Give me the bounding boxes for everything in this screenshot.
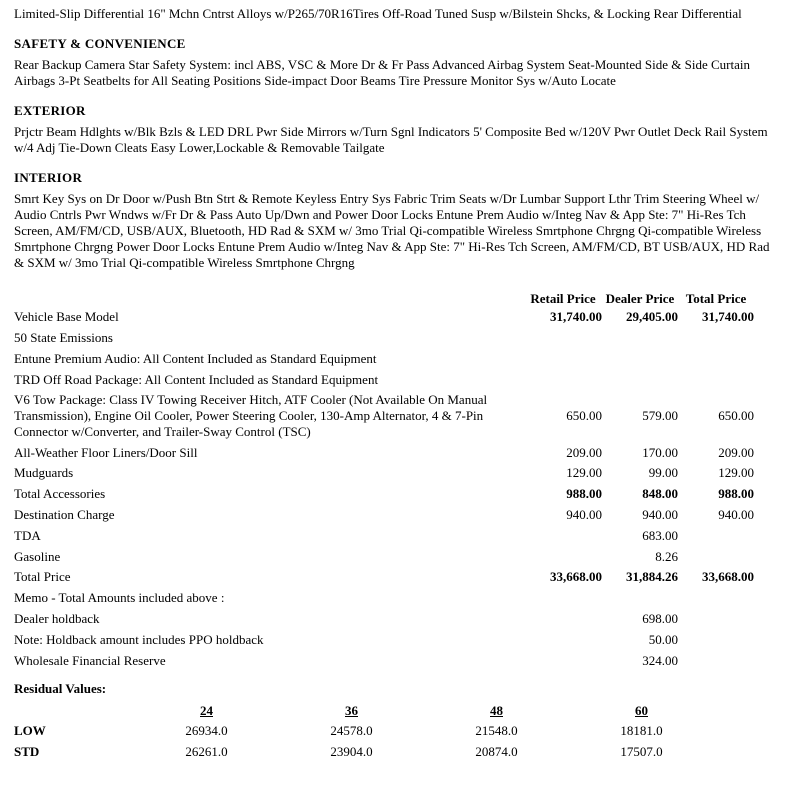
price-row-label: Destination Charge — [14, 506, 115, 522]
residual-values-table — [14, 701, 714, 763]
residual-value: 23904.0 — [330, 744, 373, 760]
retail-price-value: 31,740.00 — [550, 309, 602, 325]
price-table — [14, 273, 754, 671]
price-row — [14, 567, 754, 588]
price-row — [14, 609, 754, 630]
retail-price-value: 650.00 — [566, 408, 602, 424]
retail-price-value: 129.00 — [566, 465, 602, 481]
section-interior — [14, 170, 775, 271]
price-row — [14, 525, 754, 546]
dealer-price-value: 8.26 — [655, 548, 678, 564]
total-price-value — [678, 588, 754, 609]
section-heading: INTERIOR — [14, 170, 83, 185]
total-price-value: 33,668.00 — [702, 569, 754, 585]
price-row — [14, 629, 754, 650]
price-row — [14, 546, 754, 567]
residual-term: 24 — [200, 702, 213, 718]
retail-price-value — [524, 525, 602, 546]
dealer-price-value: 31,884.26 — [626, 569, 678, 585]
section-text: Rear Backup Camera Star Safety System: incl ABS, VSC & More Dr & Fr Pass Advanced Airbag System Seat-Mounted Side & Side Curtain Airbags 3-Pt Seatbelts for All Seating Positions Side-impact Door Beams Tire Pressure Monitor Sys w/Auto Locate — [14, 57, 750, 88]
price-row — [14, 442, 754, 463]
section-heading: EXTERIOR — [14, 103, 86, 118]
residual-value: 17507.0 — [620, 744, 663, 760]
retail-price-value — [524, 588, 602, 609]
total-price-value — [678, 328, 754, 349]
price-row-label: Dealer holdback — [14, 610, 100, 626]
price-row-label: Gasoline — [14, 548, 61, 564]
dealer-price-value — [602, 369, 678, 390]
price-row — [14, 307, 754, 328]
residual-value: 26261.0 — [185, 744, 228, 760]
residual-value: 18181.0 — [620, 723, 663, 739]
total-price-value — [678, 525, 754, 546]
dealer-price-value: 99.00 — [648, 465, 678, 481]
price-row — [14, 349, 754, 370]
price-row — [14, 484, 754, 505]
residual-value: 20874.0 — [475, 744, 518, 760]
total-price-value — [678, 629, 754, 650]
total-price-value: 650.00 — [718, 408, 754, 424]
residual-label: LOW — [14, 723, 46, 739]
residual-term: 48 — [490, 702, 503, 718]
price-row — [14, 650, 754, 671]
residual-value: 24578.0 — [330, 723, 373, 739]
total-price-value: 988.00 — [718, 486, 754, 502]
dealer-price-value: 324.00 — [642, 652, 678, 668]
retail-price-value — [524, 349, 602, 370]
header-retail-price: Retail Price — [530, 291, 596, 306]
dealer-price-value — [602, 588, 678, 609]
residual-label: STD — [14, 744, 40, 760]
total-price-value — [678, 609, 754, 630]
dealer-price-value — [602, 328, 678, 349]
dealer-price-value: 698.00 — [642, 610, 678, 626]
residual-terms-row — [14, 701, 714, 721]
residual-row-low — [14, 721, 714, 742]
total-price-value — [678, 369, 754, 390]
price-row — [14, 588, 754, 609]
total-price-value: 940.00 — [718, 506, 754, 522]
price-row-label: Total Accessories — [14, 486, 106, 502]
section-exterior — [14, 103, 775, 156]
dealer-price-value: 170.00 — [642, 444, 678, 460]
residual-values-title: Residual Values: — [14, 680, 107, 696]
price-row-label: 50 State Emissions — [14, 330, 113, 346]
price-row-label: Memo - Total Amounts included above : — [14, 590, 225, 606]
header-total-price: Total Price — [685, 291, 747, 306]
price-row — [14, 328, 754, 349]
total-price-value — [678, 546, 754, 567]
retail-price-value — [524, 650, 602, 671]
section-text: Smrt Key Sys on Dr Door w/Push Btn Strt & Remote Keyless Entry Sys Fabric Trim Seats w/Dr Lumbar Support Lthr Trim Steering Wheel w/ Audio Cntrls Pwr Wndws w/Fr Dr & Pass Auto Up/Dwn and Power Door Locks Entune Prem Audio w/Integ Nav & App Ste: 7" Hi-Res Tch Screen, AM/FM/CD, USB/AUX, Bluetooth, HD Rad & SXM w/ 3mo Trial Qi-compatible Wireless Smrtphone Chrgng Qi-compatible Wireless Smrtphone Chrgng Power Door Locks Entune Prem Audio w/Integ Nav & App Ste: 7" Hi-Res Tch Screen, AM/FM/CD, BT USB/AUX, HD Rad & SXM w/ 3mo Trial Qi-compatible Wireless Smrtphone Chrgng — [14, 191, 770, 270]
dealer-price-value: 579.00 — [642, 408, 678, 424]
header-dealer-price: Dealer Price — [605, 291, 675, 306]
total-price-value — [678, 349, 754, 370]
price-row — [14, 505, 754, 526]
total-price-value: 129.00 — [718, 465, 754, 481]
retail-price-value — [524, 629, 602, 650]
residual-value: 26934.0 — [185, 723, 228, 739]
price-row — [14, 369, 754, 390]
price-row-label: All-Weather Floor Liners/Door Sill — [14, 444, 198, 460]
total-price-value — [678, 650, 754, 671]
dealer-price-value: 29,405.00 — [626, 309, 678, 325]
price-row-label: Total Price — [14, 569, 71, 585]
dealer-price-value: 940.00 — [642, 506, 678, 522]
price-row — [14, 390, 754, 442]
retail-price-value — [524, 546, 602, 567]
section-safety — [14, 36, 775, 89]
residual-value: 21548.0 — [475, 723, 518, 739]
price-row-label: V6 Tow Package: Class IV Towing Receiver Hitch, ATF Cooler (Not Available On Manual Transmission), Engine Oil Cooler, Power Steering Cooler, 130-Amp Alternator, 4 & 7-Pin Connector w/Converter, and Trailer-Sway Control (TSC) — [14, 392, 488, 440]
retail-price-value: 209.00 — [566, 444, 602, 460]
residual-row-std — [14, 742, 714, 763]
price-row-label: Note: Holdback amount includes PPO holdback — [14, 631, 264, 647]
total-price-value: 31,740.00 — [702, 309, 754, 325]
residual-term: 60 — [635, 702, 648, 718]
retail-price-value: 33,668.00 — [550, 569, 602, 585]
dealer-price-value: 848.00 — [642, 486, 678, 502]
price-row-label: Mudguards — [14, 465, 74, 481]
price-row-label: TRD Off Road Package: All Content Included as Standard Equipment — [14, 371, 379, 387]
retail-price-value — [524, 609, 602, 630]
dealer-price-value: 50.00 — [648, 631, 678, 647]
price-row-label: Vehicle Base Model — [14, 309, 119, 325]
price-row — [14, 463, 754, 484]
dealer-price-value — [602, 349, 678, 370]
dealer-price-value: 683.00 — [642, 527, 678, 543]
price-row-label: TDA — [14, 527, 41, 543]
price-table-header — [14, 273, 754, 307]
retail-price-value: 988.00 — [566, 486, 602, 502]
section-heading: SAFETY & CONVENIENCE — [14, 36, 186, 51]
features-continued-text: Limited-Slip Differential 16" Mchn Cntrst Alloys w/P265/70R16Tires Off-Road Tuned Susp w/Bilstein Shcks, & Locking Rear Differential — [14, 6, 742, 21]
residual-term: 36 — [345, 702, 358, 718]
retail-price-value — [524, 369, 602, 390]
retail-price-value — [524, 328, 602, 349]
retail-price-value: 940.00 — [566, 506, 602, 522]
price-row-label: Entune Premium Audio: All Content Included as Standard Equipment — [14, 350, 377, 366]
price-row-label: Wholesale Financial Reserve — [14, 652, 166, 668]
total-price-value: 209.00 — [718, 444, 754, 460]
section-text: Prjctr Beam Hdlghts w/Blk Bzls & LED DRL Pwr Side Mirrors w/Turn Sgnl Indicators 5' Composite Bed w/120V Pwr Outlet Deck Rail System w/4 Adj Tie-Down Cleats Easy Lower,Lockable & Removable Tailgate — [14, 124, 768, 155]
